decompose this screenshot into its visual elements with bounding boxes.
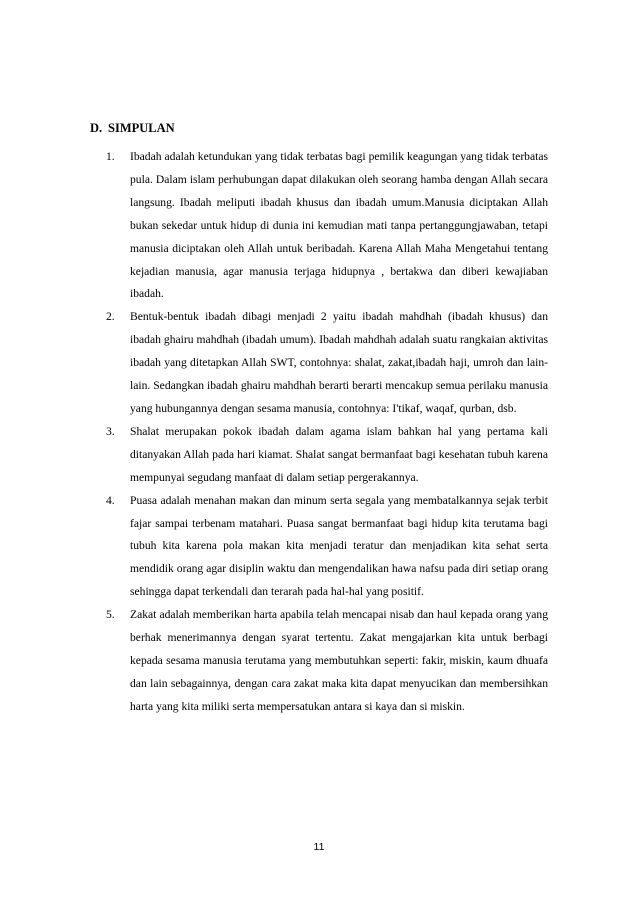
list-item-number: 3. [106,424,115,438]
list-item [92,146,548,306]
conclusion-list [92,146,548,719]
list-item-text: Ibadah adalah ketundukan yang tidak terbatas bagi pemilik keagungan yang tidak terbatas pula. Dalam islam perhubungan dapat dilakukan oleh seorang hamba dengan Allah secara langsung. Ibadah meliputi ibadah khusus dan ibadah umum.Manusia diciptakan Allah bukan sekedar untuk hidup di dunia ini kemudian mati tanpa pertanggungjawaban, tetapi manusia diciptakan oleh Allah untuk beribadah. Karena Allah Maha Mengetahui tentang kejadian manusia, agar manusia terjaga hidupnya , bertakwa dan diberi kewajiaban ibadah. [130,150,548,301]
list-item [92,421,548,490]
section-title: SIMPULAN [108,121,175,135]
list-item [92,604,548,719]
list-item-number: 2. [106,310,115,324]
section-heading [90,120,175,136]
list-item-number: 5. [106,608,115,622]
list-item [92,490,548,605]
list-item-number: 4. [106,493,115,507]
list-item [92,306,548,421]
list-item-text: Puasa adalah menahan makan dan minum serta segala yang membatalkannya sejak terbit fajar sampai terbenam matahari. Puasa sangat bermanfaat bagi hidup kita terutama bagi tubuh kita karena pola makan kita menjadi teratur dan menjadikan kita sehat serta mendidik orang agar disiplin waktu dan mengendalikan hawa nafsu pada diri setiap orang sehingga dapat terkendali dan terarah pada hal-hal yang positif. [130,493,548,599]
section-letter: D. [90,121,103,135]
list-item-number: 1. [106,150,115,163]
list-item-text: Shalat merupakan pokok ibadah dalam agama islam bahkan hal yang pertama kali ditanyakan Allah pada hari kiamat. Shalat sangat bermanfaat bagi kesehatan tubuh karena mempunyai segudang manfaat di dalam setiap pergerakannya. [130,424,548,484]
list-item-text: Zakat adalah memberikan harta apabila telah mencapai nisab dan haul kepada orang yang berhak menerimannya dengan syarat tertentu. Zakat mengajarkan kita untuk berbagi kepada sesama manusia terutama yang membutuhkan seperti: fakir, miskin, kaum dhuafa dan lain sebagainnya, dengan cara zakat maka kita dapat menyucikan dan membersihkan harta yang kita miliki serta mempersatukan antara si kaya dan si miskin. [130,608,548,713]
page-number: 11 [313,841,325,853]
list-item-text: Bentuk-bentuk ibadah dibagi menjadi 2 yaitu ibadah mahdhah (ibadah khusus) dan ibadah ghairu mahdhah (ibadah umum). Ibadah mahdhah adalah suatu rangkaian aktivitas ibadah yang ditetapkan Allah SWT, contohnya: shalat, zakat,ibadah haji, umroh dan lain-lain. Sedangkan ibadah ghairu mahdhah berarti berarti mencakup semua perilaku manusia yang hubungannya dengan sesama manusia, contohnya: I'tikaf, waqaf, qurban, dsb. [130,310,548,415]
